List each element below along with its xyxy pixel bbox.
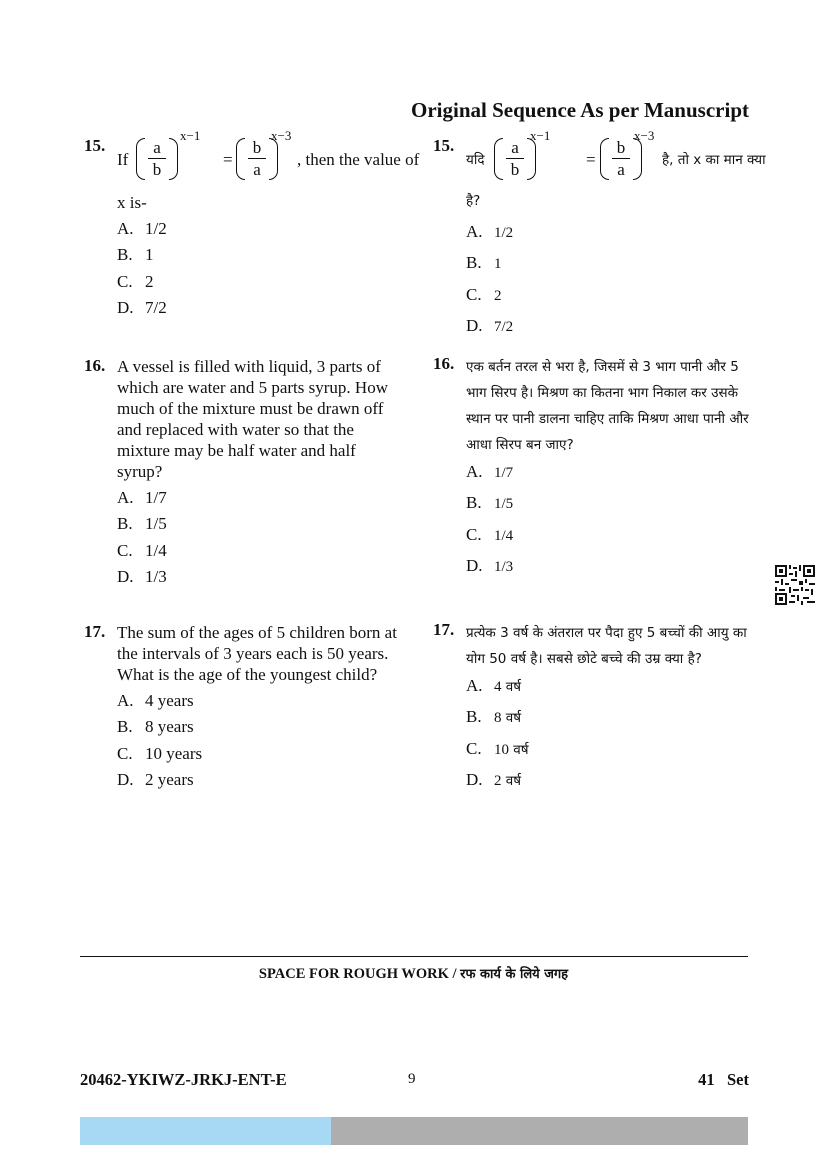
question-15-hi <box>433 128 766 347</box>
qr-code-icon <box>775 565 815 605</box>
option-d[interactable]: D. 1/3 <box>117 566 167 586</box>
option-b[interactable]: B. 1 <box>117 245 154 265</box>
fraction-numerator: a <box>511 138 519 157</box>
fraction-numerator: b <box>616 138 626 157</box>
options-list <box>117 219 404 324</box>
question-text: A vessel is filled with liquid, 3 parts of which are water and 5 parts syrup. How much of the mixture must be drawn off and replaced with water so that the mixture may be half water and half syrup? <box>117 357 388 481</box>
fraction-a-over-b <box>136 136 178 184</box>
formula-prefix: यदि <box>466 152 485 168</box>
fraction-denominator: a <box>253 160 261 179</box>
formula-suffix: , then the value of <box>297 150 420 169</box>
fraction-denominator: a <box>617 160 625 179</box>
option-c[interactable]: C. 1/4 <box>117 540 167 560</box>
option-c[interactable]: C. 2 <box>117 271 154 291</box>
option-d[interactable]: D. 1/3 <box>466 555 514 575</box>
footer-color-bar-gray <box>331 1117 748 1145</box>
question-15-formula <box>117 128 420 184</box>
set-label: 41 Set <box>698 1070 749 1089</box>
option-d[interactable]: D. 2 वर्ष <box>466 769 522 789</box>
rough-work-divider <box>80 956 748 957</box>
option-a[interactable]: A. 1/7 <box>117 488 167 507</box>
options-list <box>466 222 753 347</box>
exponent: x−1 <box>180 128 201 143</box>
option-d[interactable]: D. 2 years <box>117 769 194 789</box>
exponent: x−3 <box>634 128 655 143</box>
option-c[interactable]: C. 10 years <box>117 743 203 763</box>
fraction-denominator: b <box>152 160 162 179</box>
question-15-en <box>84 128 420 324</box>
options-list <box>117 488 404 593</box>
formula-suffix: है, तो x का मान क्या <box>662 152 766 168</box>
question-number: 17. <box>433 620 455 639</box>
question-17-hi <box>433 620 753 801</box>
question-number: 16. <box>433 354 455 373</box>
option-b[interactable]: B. 8 years <box>117 717 194 737</box>
exponent: x−1 <box>530 128 551 143</box>
fraction-numerator: a <box>153 138 161 157</box>
footer-color-bar-blue <box>80 1117 331 1145</box>
option-a[interactable]: A. 4 years <box>117 691 194 710</box>
question-16-hi <box>433 354 753 587</box>
question-16-en <box>84 356 404 593</box>
page-title: Original Sequence As per Manuscript <box>411 98 749 122</box>
question-text: प्रत्येक 3 वर्ष के अंतराल पर पैदा हुए 5 बच्चों की आयु का योग 50 वर्ष है। सबसे छोटे बच्चे की उम्र क्या है? <box>466 625 747 667</box>
option-b[interactable]: B. 1 <box>466 253 502 273</box>
question-number: 15. <box>433 136 455 155</box>
question-text-tail: x is- <box>117 193 147 212</box>
option-d[interactable]: D. 7/2 <box>117 297 167 317</box>
option-a[interactable]: A. 4 वर्ष <box>466 676 522 695</box>
option-b[interactable]: B. 1/5 <box>466 493 514 513</box>
option-a[interactable]: A. 1/2 <box>466 222 514 241</box>
question-15-formula <box>466 128 766 184</box>
equals-sign: = <box>586 150 596 169</box>
option-d[interactable]: D. 7/2 <box>466 315 514 335</box>
page-number: 9 <box>408 1071 416 1087</box>
option-c[interactable]: C. 10 वर्ष <box>466 738 529 758</box>
formula-prefix: If <box>117 150 129 169</box>
options-list <box>117 691 404 796</box>
options-list <box>466 462 753 587</box>
question-number: 17. <box>84 622 106 641</box>
options-list <box>466 676 753 801</box>
question-text: The sum of the ages of 5 children born at the intervals of 3 years each is 50 years. What is the age of the youngest child? <box>117 623 397 684</box>
booklet-code: 20462-YKIWZ-JRKJ-ENT-E <box>80 1070 287 1089</box>
question-number: 15. <box>84 136 106 155</box>
exponent: x−3 <box>271 128 292 143</box>
option-a[interactable]: A. 1/7 <box>466 462 514 481</box>
option-c[interactable]: C. 2 <box>466 284 502 304</box>
rough-work-label: SPACE FOR ROUGH WORK / रफ कार्य के लिये जगह <box>258 966 569 982</box>
fraction-numerator: b <box>252 138 262 157</box>
equals-sign: = <box>223 150 233 169</box>
fraction-denominator: b <box>510 160 520 179</box>
question-text: एक बर्तन तरल से भरा है, जिसमें से 3 भाग पानी और 5 भाग सिरप है। मिश्रण का कितना भाग निकाल कर उसके स्थान पर पानी डालना चाहिए ताकि मिश्रण आधा पानी और आधा सिरप बन जाए? <box>466 359 749 453</box>
option-c[interactable]: C. 1/4 <box>466 524 514 544</box>
option-b[interactable]: B. 8 वर्ष <box>466 707 522 727</box>
question-17-en <box>84 622 404 796</box>
question-text-tail: है? <box>466 193 481 209</box>
option-a[interactable]: A. 1/2 <box>117 219 167 238</box>
option-b[interactable]: B. 1/5 <box>117 514 167 534</box>
question-number: 16. <box>84 356 106 375</box>
